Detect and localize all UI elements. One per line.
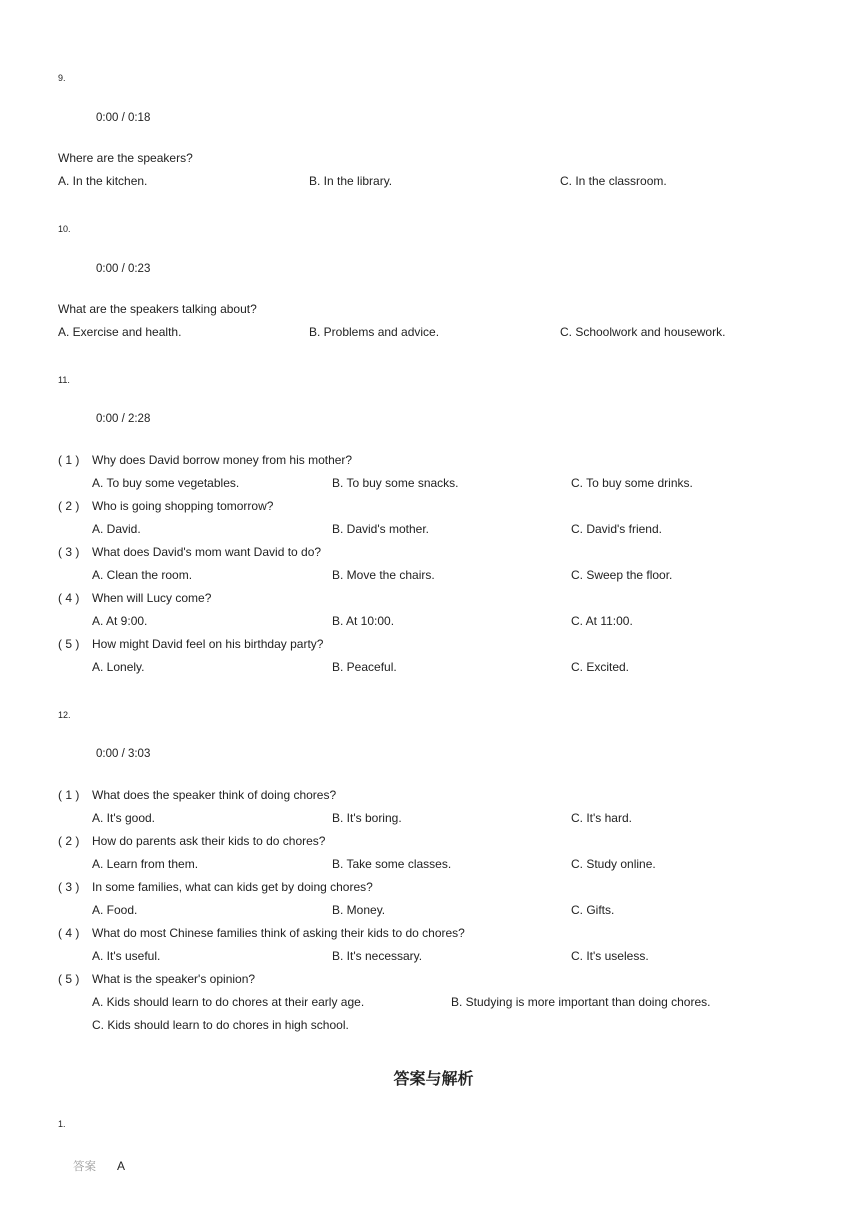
option-b[interactable]: B. Peaceful.: [332, 660, 397, 674]
option-c[interactable]: C. Study online.: [571, 857, 656, 871]
option-b[interactable]: B. David's mother.: [332, 522, 429, 536]
option-c[interactable]: C. Kids should learn to do chores in high school.: [92, 1018, 349, 1032]
sub-question-index: ( 4 ): [58, 926, 80, 940]
sub-question-index: ( 5 ): [58, 972, 80, 986]
answers-heading: 答案与解析: [393, 1069, 474, 1088]
audio-time[interactable]: 0:00 / 0:23: [96, 263, 151, 275]
option-b[interactable]: B. To buy some snacks.: [332, 476, 459, 490]
option-c[interactable]: C. In the classroom.: [560, 174, 667, 188]
sub-question-stem: Why does David borrow money from his mother?: [92, 453, 353, 467]
question-number: 10.: [58, 224, 71, 234]
option-a[interactable]: A. Exercise and health.: [58, 325, 182, 339]
option-a[interactable]: A. In the kitchen.: [58, 174, 148, 188]
option-b[interactable]: B. Problems and advice.: [309, 325, 440, 339]
sub-question-index: ( 1 ): [58, 788, 80, 802]
option-c[interactable]: C. It's useless.: [571, 949, 649, 963]
option-c[interactable]: C. Schoolwork and housework.: [560, 325, 726, 339]
option-c[interactable]: C. It's hard.: [571, 811, 632, 825]
sub-question-index: ( 2 ): [58, 499, 80, 513]
option-a[interactable]: A. Food.: [92, 903, 138, 917]
sub-question-stem: What is the speaker's opinion?: [92, 972, 256, 986]
option-b[interactable]: B. Studying is more important than doing chores.: [451, 995, 711, 1009]
audio-time[interactable]: 0:00 / 3:03: [96, 748, 151, 760]
option-a[interactable]: A. It's useful.: [92, 949, 161, 963]
sub-question-index: ( 2 ): [58, 834, 80, 848]
option-b[interactable]: B. In the library.: [309, 174, 393, 188]
answer-label: 答案: [73, 1159, 96, 1173]
option-b[interactable]: B. Move the chairs.: [332, 568, 435, 582]
option-a[interactable]: A. David.: [92, 522, 141, 536]
option-c[interactable]: C. At 11:00.: [571, 614, 633, 628]
option-c[interactable]: C. Excited.: [571, 660, 630, 674]
option-a[interactable]: A. Kids should learn to do chores at their early age.: [92, 995, 365, 1009]
sub-question-stem: How do parents ask their kids to do chores?: [92, 834, 326, 848]
sub-question-index: ( 3 ): [58, 545, 80, 559]
question-stem: What are the speakers talking about?: [58, 302, 257, 316]
option-c[interactable]: C. To buy some drinks.: [571, 476, 693, 490]
sub-question-stem: When will Lucy come?: [92, 591, 212, 605]
answer-value: A: [117, 1159, 126, 1173]
option-a[interactable]: A. Lonely.: [92, 660, 145, 674]
option-a[interactable]: A. To buy some vegetables.: [92, 476, 240, 490]
answer-question-number: 1.: [58, 1119, 66, 1129]
option-c[interactable]: C. Sweep the floor.: [571, 568, 673, 582]
sub-question-stem: What does David's mom want David to do?: [92, 545, 322, 559]
audio-time[interactable]: 0:00 / 0:18: [96, 112, 151, 124]
sub-question-index: ( 1 ): [58, 453, 80, 467]
option-b[interactable]: B. It's necessary.: [332, 949, 423, 963]
option-a[interactable]: A. Learn from them.: [92, 857, 199, 871]
option-a[interactable]: A. It's good.: [92, 811, 155, 825]
option-b[interactable]: B. Money.: [332, 903, 386, 917]
question-number: 9.: [58, 73, 66, 83]
question-number: 12.: [58, 710, 71, 720]
question-number: 11.: [58, 375, 70, 385]
sub-question-index: ( 4 ): [58, 591, 80, 605]
question-stem: Where are the speakers?: [58, 151, 193, 165]
sub-question-stem: What does the speaker think of doing chores?: [92, 788, 337, 802]
sub-question-stem: What do most Chinese families think of asking their kids to do chores?: [92, 926, 465, 940]
option-c[interactable]: C. David's friend.: [571, 522, 662, 536]
option-b[interactable]: B. At 10:00.: [332, 614, 395, 628]
option-a[interactable]: A. Clean the room.: [92, 568, 193, 582]
sub-question-stem: How might David feel on his birthday party?: [92, 637, 324, 651]
sub-question-index: ( 5 ): [58, 637, 80, 651]
sub-question-stem: In some families, what can kids get by doing chores?: [92, 880, 373, 894]
sub-question-index: ( 3 ): [58, 880, 80, 894]
audio-time[interactable]: 0:00 / 2:28: [96, 413, 151, 425]
option-a[interactable]: A. At 9:00.: [92, 614, 148, 628]
option-c[interactable]: C. Gifts.: [571, 903, 615, 917]
option-b[interactable]: B. Take some classes.: [332, 857, 452, 871]
sub-question-stem: Who is going shopping tomorrow?: [92, 499, 274, 513]
option-b[interactable]: B. It's boring.: [332, 811, 402, 825]
